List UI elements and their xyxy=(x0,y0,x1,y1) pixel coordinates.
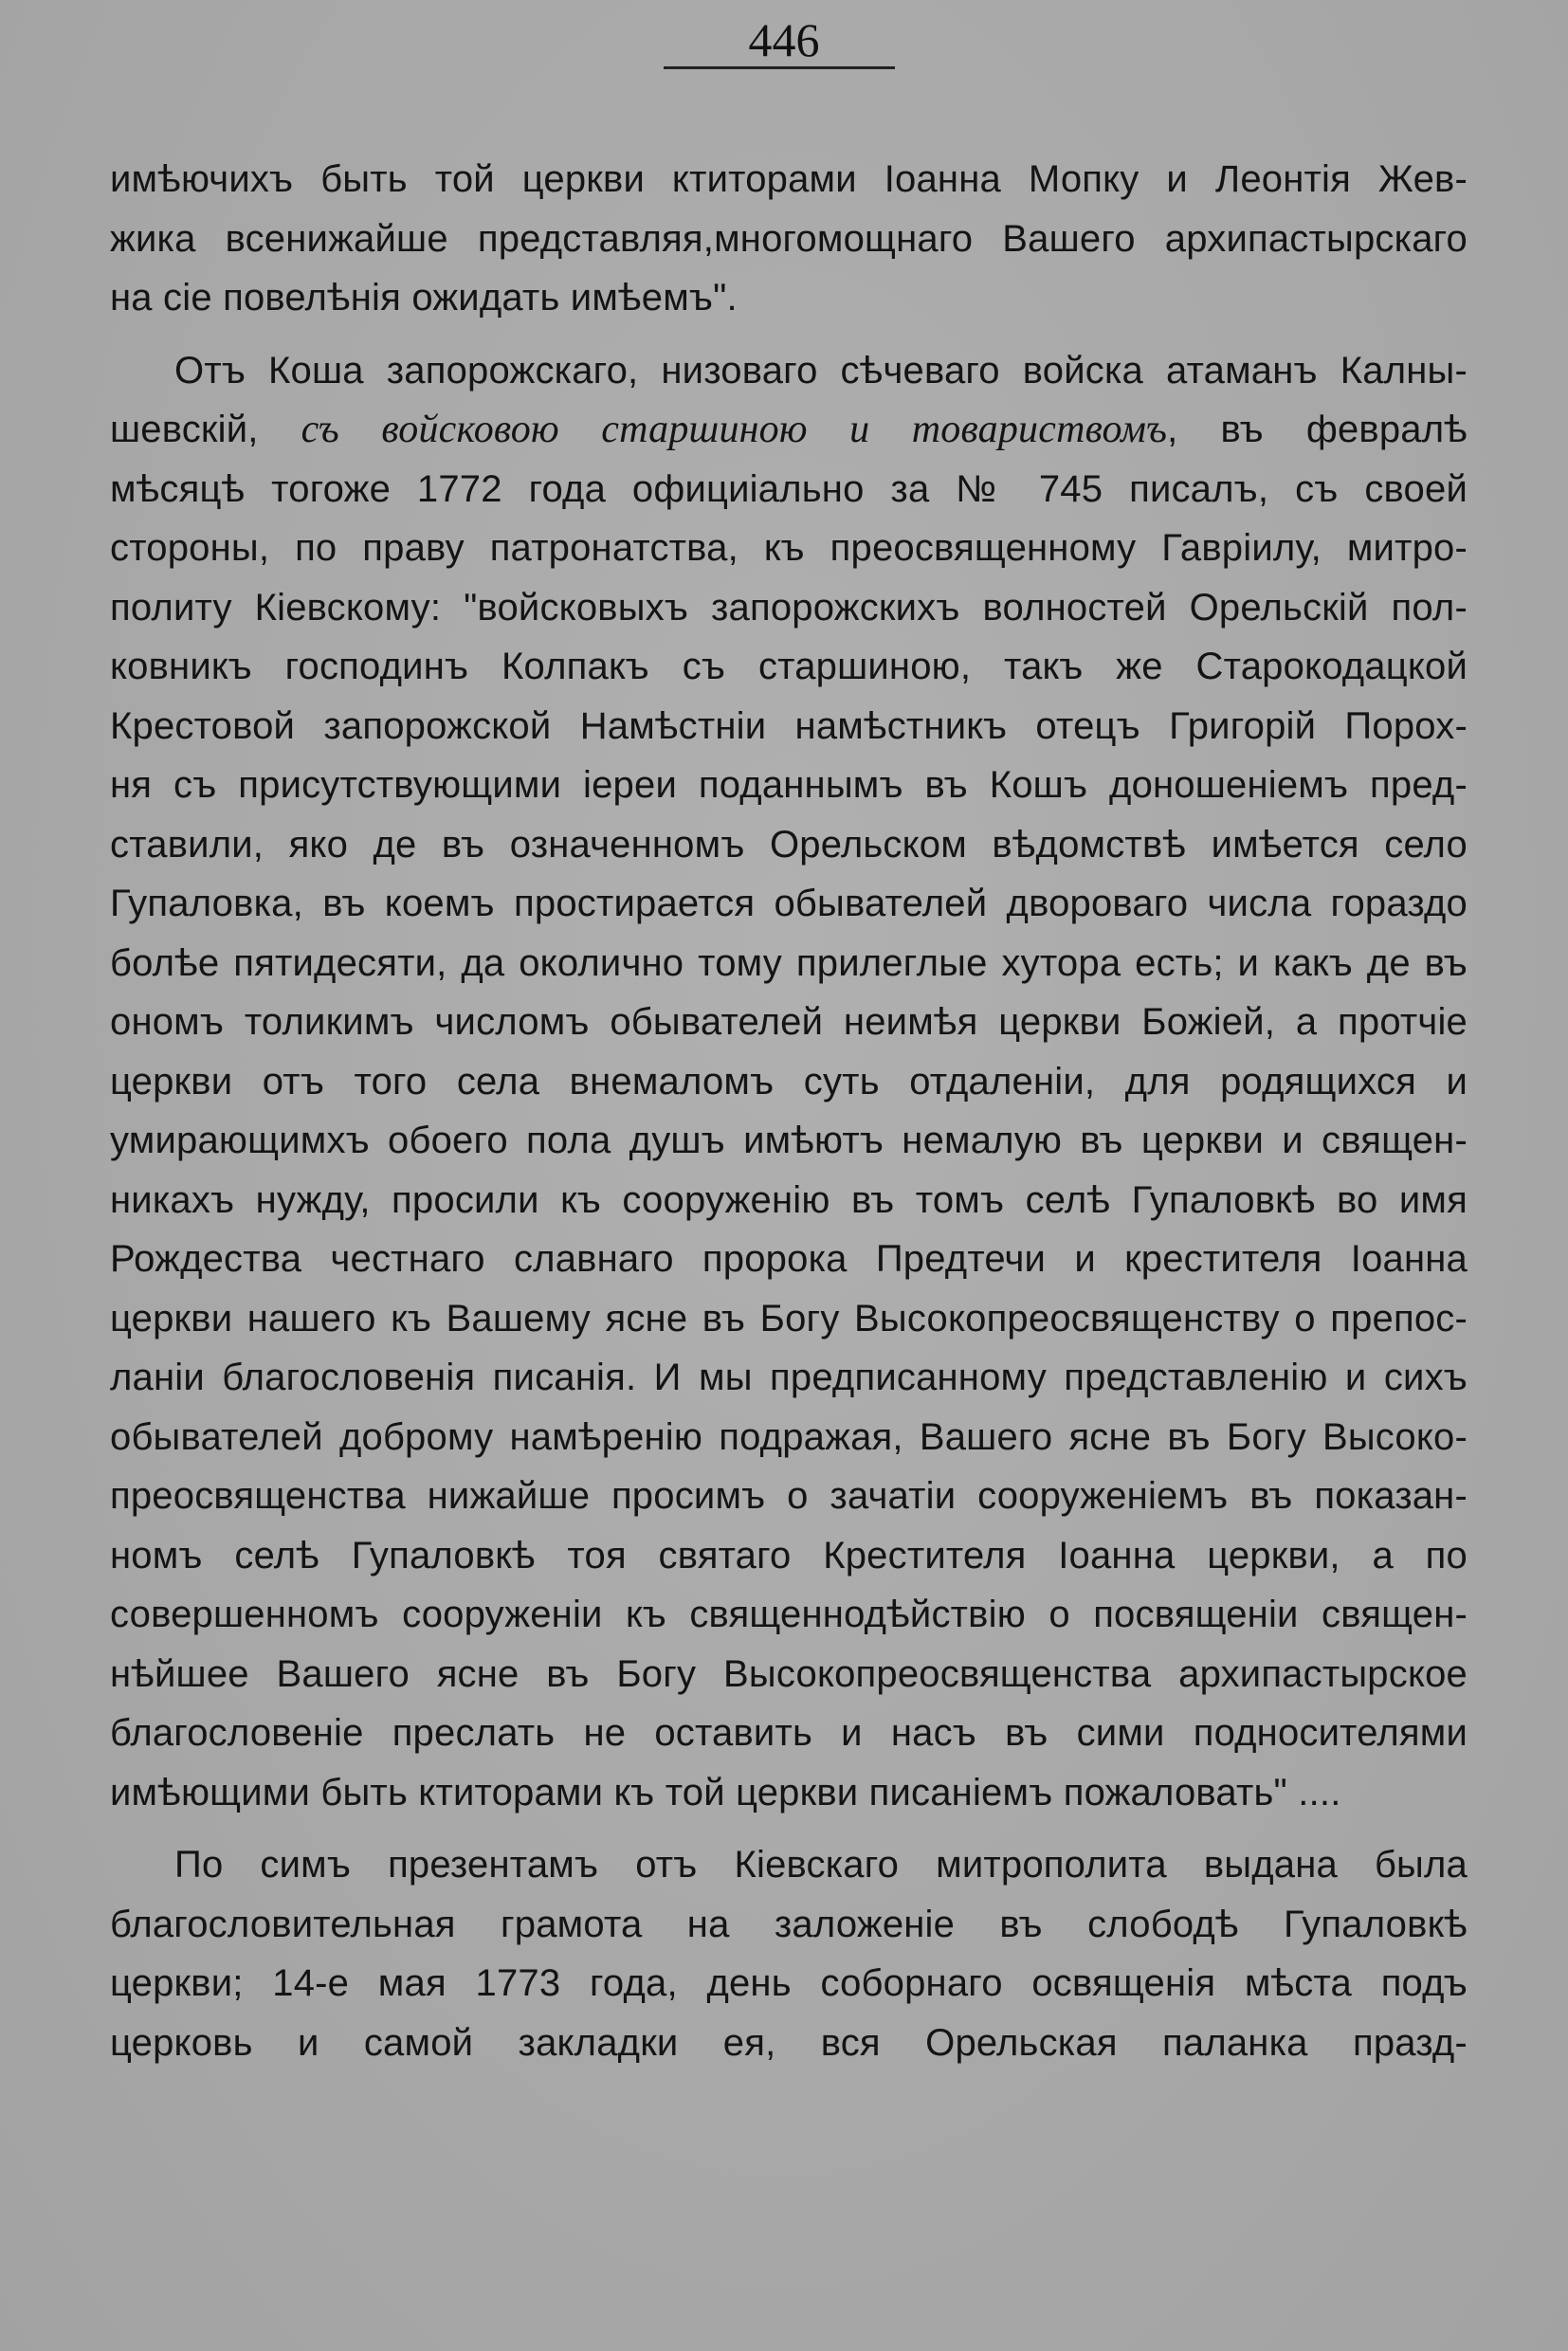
text-line: церкви; 14-е мая 1773 года, день соборнаго освященія мѣста подъ xyxy=(110,1962,1468,2004)
paragraph-3 xyxy=(110,1835,1468,2072)
text-line: Отъ Коша запорожскаго, низоваго сѣчеваго войска атаманъ Калны- xyxy=(174,349,1468,392)
text-line: номъ селѣ Гупаловкѣ тоя святаго Крестителя Іоанна церкви, а по xyxy=(110,1534,1468,1576)
text-line: ономъ толикимъ числомъ обывателей неимѣя церкви Божіей, а протчіе xyxy=(110,1001,1468,1043)
text-line: благословеніе преслать не оставить и насъ въ сими подносителями xyxy=(110,1712,1468,1754)
text-line: По симъ презентамъ отъ Кіевскаго митрополита выдана была xyxy=(174,1844,1468,1886)
text-line: церкви нашего къ Вашему ясне въ Богу Высокопреосвященству о препос- xyxy=(110,1297,1468,1340)
text-line: нѣйшее Вашего ясне въ Богу Высокопреосвященства архипастырское xyxy=(110,1652,1468,1695)
text-line: ня съ присутствующими іереи поданнымъ въ Кошъ доношеніемъ пред- xyxy=(110,764,1468,806)
text-line: болѣе пятидесяти, да околично тому прилеглые хутора есть; и какъ де въ xyxy=(110,941,1468,984)
text-line: благословительная грамота на заложеніе въ слободѣ Гупаловкѣ xyxy=(110,1903,1468,1945)
page-number-rule xyxy=(664,66,895,69)
text-line: преосвященства нижайше просимъ о зачатіи сооруженіемъ въ показан- xyxy=(110,1475,1468,1517)
text-line: обывателей доброму намѣренію подражая, Вашего ясне въ Богу Высоко- xyxy=(110,1415,1468,1458)
text-line: на сіе повелѣнія ожидать имѣемъ". xyxy=(110,277,738,319)
text-line: ковникъ господинъ Колпакъ съ старшиною, такъ же Старокодацкой xyxy=(110,646,1468,687)
text-line: политу Кіевскому: "войсковыхъ запорожскихъ волностей Орельскій пол- xyxy=(110,586,1468,629)
text-line: жика всенижайше представляя,многомощнаго Вашего архипастырскаго xyxy=(110,217,1468,260)
text-segment: шевскій, xyxy=(110,409,301,450)
paragraph-2 xyxy=(110,341,1468,1823)
text-line: стороны, по праву патронатства, къ преосвященному Гавріилу, митро- xyxy=(110,527,1468,569)
text-segment: , въ февралѣ xyxy=(1167,409,1468,450)
text-line: имѣючихъ быть той церкви ктиторами Іоанна Мопку и Леонтія Жев- xyxy=(110,158,1468,200)
text-line: умирающимхъ обоего пола душъ имѣютъ немалую въ церкви и священ- xyxy=(110,1120,1468,1161)
page-number: 446 xyxy=(748,13,820,66)
text-line: мѣсяцѣ тогоже 1772 года официіально за № 745 писалъ, съ своей xyxy=(110,467,1468,510)
text-line: ставили, яко де въ означенномъ Орельском вѣдомствѣ имѣется село xyxy=(110,823,1468,866)
text-line: имѣющими быть ктиторами къ той церкви писаніемъ пожаловать" .... xyxy=(110,1771,1341,1813)
text-line: ланіи благословенія писанія. И мы предписанному представленію и сихъ xyxy=(110,1357,1468,1398)
text-line: совершенномъ сооруженіи къ священнодѣйствію о посвященіи священ- xyxy=(110,1594,1468,1635)
text-line: никахъ нужду, просили къ сооруженію въ томъ селѣ Гупаловкѣ во имя xyxy=(110,1178,1468,1221)
paragraph-1 xyxy=(110,150,1468,328)
text-line: Крестовой запорожской Намѣстніи намѣстникъ отецъ Григорій Порох- xyxy=(110,704,1468,747)
text-line: церкви отъ того села внемаломъ суть отдаленіи, для родящихся и xyxy=(110,1060,1468,1103)
italic-phrase: съ войсковою старшиною и товариствомъ xyxy=(301,408,1168,451)
text-line: церковь и самой закладки ея, вся Орельская паланка празд- xyxy=(110,2021,1468,2064)
body-text xyxy=(110,150,1468,2072)
text-line-with-italic xyxy=(110,400,1468,460)
text-line: Гупаловка, въ коемъ простирается обывателей двороваго числа гораздо xyxy=(110,883,1468,924)
text-line: Рождества честнаго славнаго пророка Предтечи и крестителя Іоанна xyxy=(110,1238,1468,1280)
